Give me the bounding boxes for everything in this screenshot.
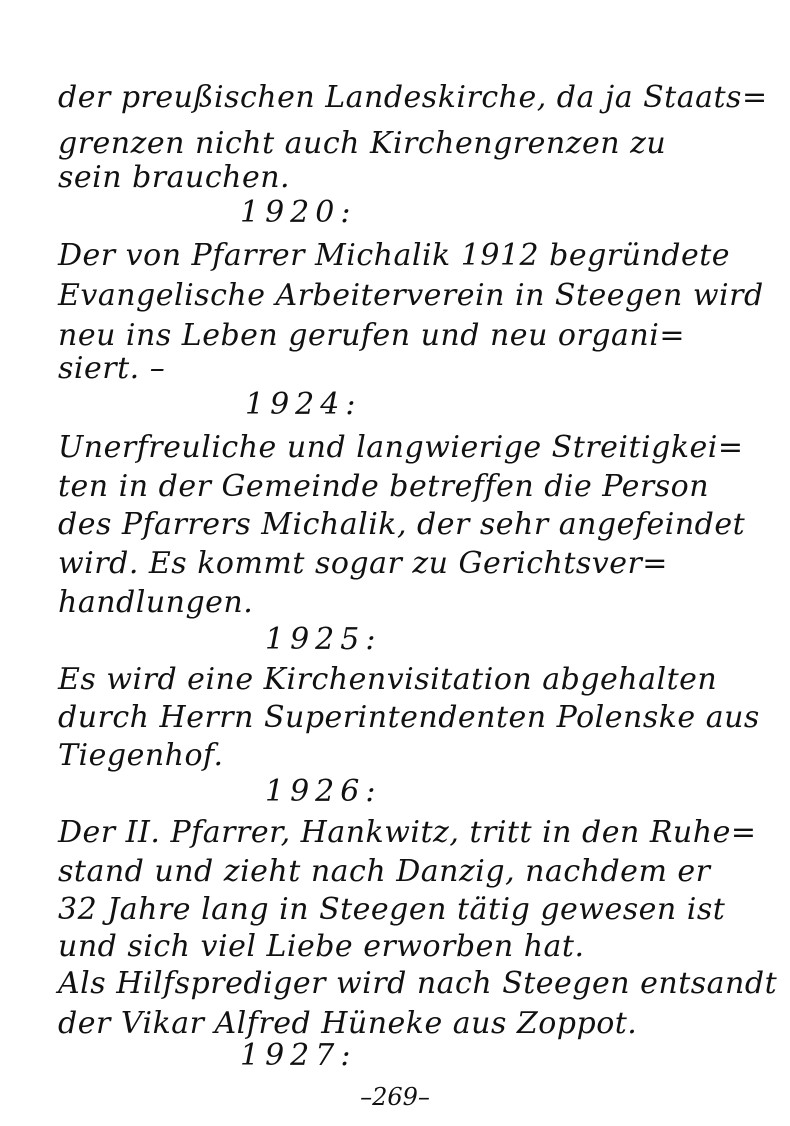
year-heading: 1920:	[240, 195, 357, 230]
text-line: Es wird eine Kirchenvisitation abgehalten	[58, 662, 718, 697]
text-line: des Pfarrers Michalik, der sehr angefeindet	[58, 507, 746, 542]
year-heading: 1926:	[265, 774, 382, 809]
text-line: wird. Es kommt sogar zu Gerichtsver=	[58, 546, 668, 581]
text-line: sein brauchen.	[58, 160, 291, 195]
text-line: ten in der Gemeinde betreffen die Person	[58, 469, 710, 504]
text-line: stand und zieht nach Danzig, nachdem er	[58, 854, 711, 889]
text-line: der preußischen Landeskirche, da ja Staats=	[58, 80, 768, 115]
text-line: grenzen nicht auch Kirchengrenzen zu	[58, 126, 667, 161]
text-line: Tiegenhof.	[58, 738, 224, 773]
text-line: 32 Jahre lang in Steegen tätig gewesen ist	[58, 892, 726, 927]
text-line: und sich viel Liebe erworben hat.	[58, 929, 585, 964]
text-line: Als Hilfsprediger wird nach Steegen entsandt	[58, 966, 778, 1001]
text-line: Unerfreuliche und langwierige Streitigkei=	[58, 430, 744, 465]
text-line: der Vikar Alfred Hüneke aus Zoppot.	[58, 1006, 638, 1041]
text-line: siert. –	[58, 351, 166, 386]
text-line: Der II. Pfarrer, Hankwitz, tritt in den Ruhe=	[58, 815, 757, 850]
text-line: neu ins Leben gerufen und neu organi=	[58, 318, 685, 353]
text-line: Evangelische Arbeiterverein in Steegen wird	[58, 278, 764, 313]
year-heading: 1924:	[245, 387, 362, 422]
year-heading: 1927:	[240, 1038, 357, 1073]
page-number: –269–	[360, 1083, 430, 1111]
text-line: Der von Pfarrer Michalik 1912 begründete	[58, 238, 731, 273]
year-heading: 1925:	[265, 622, 382, 657]
text-line: handlungen.	[58, 585, 254, 620]
text-line: durch Herrn Superintendenten Polenske aus	[58, 700, 760, 735]
